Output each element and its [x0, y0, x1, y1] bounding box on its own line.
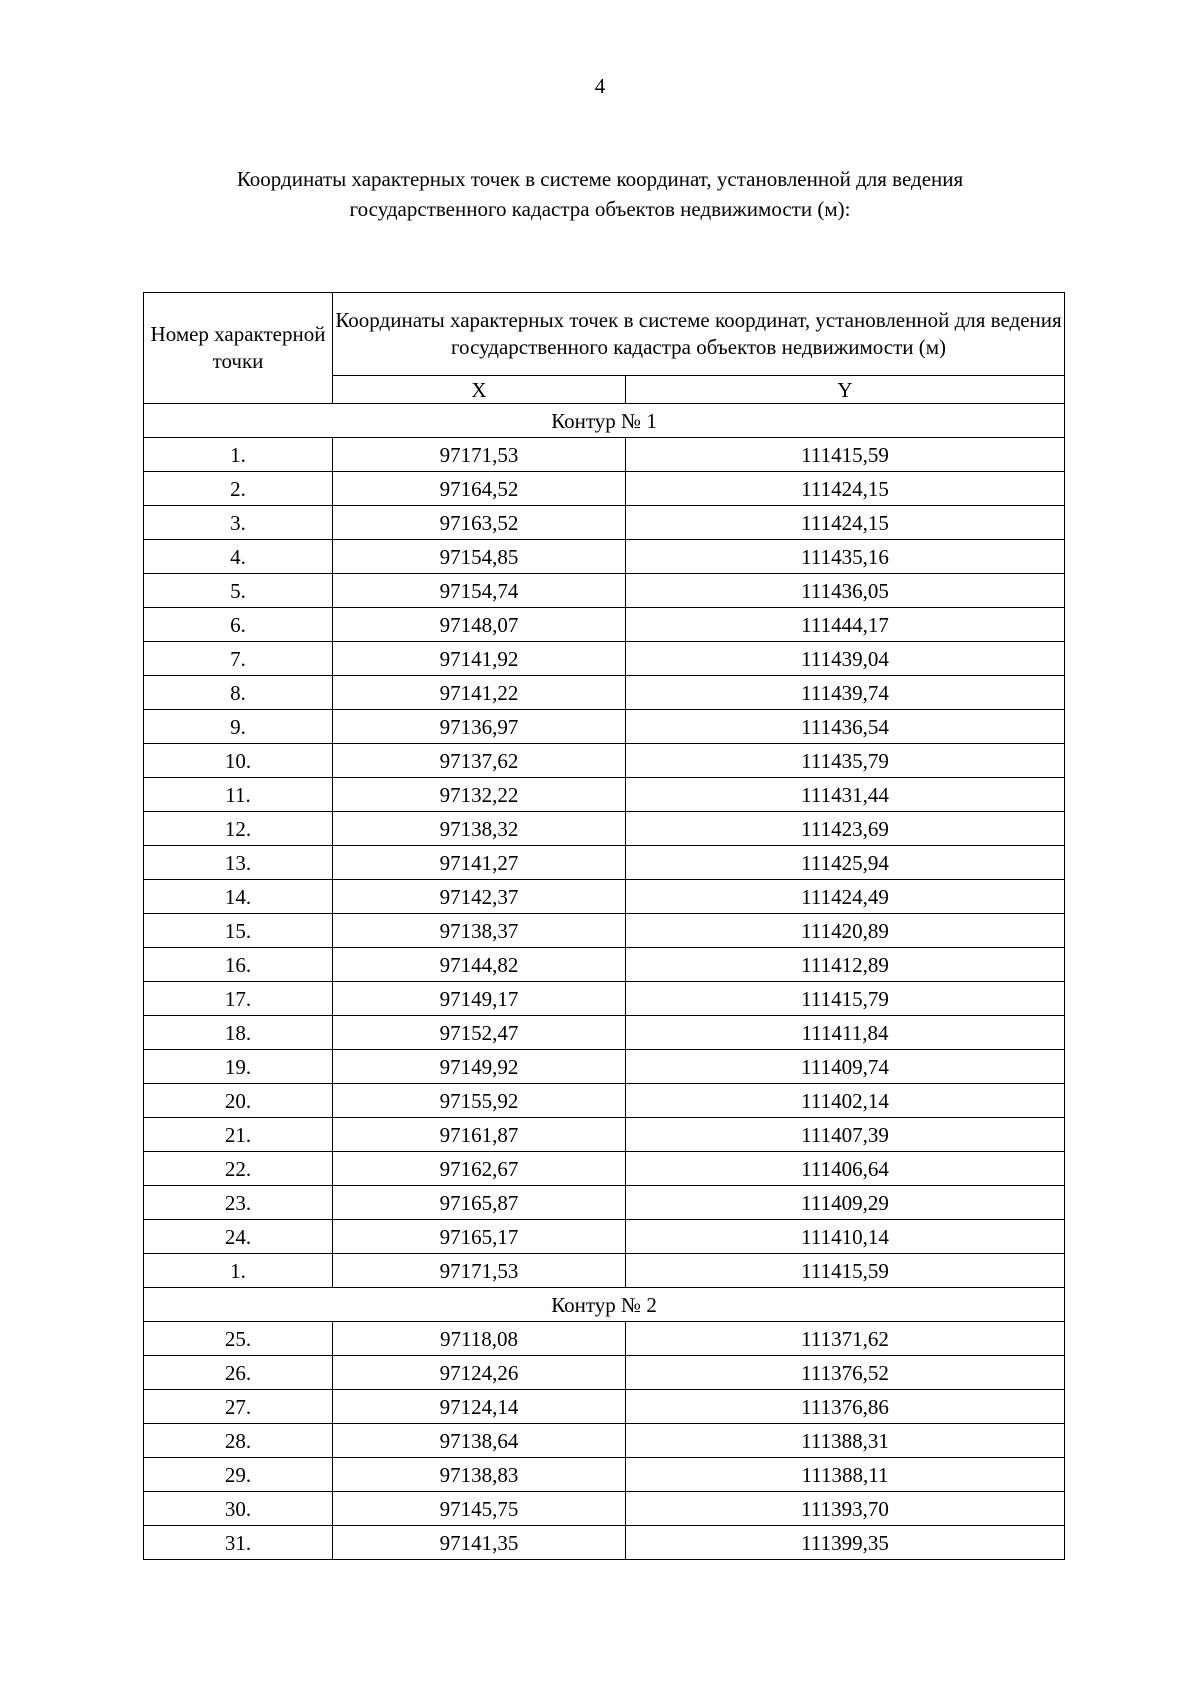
- point-number-cell: 24.: [144, 1220, 333, 1254]
- y-coordinate-cell: 111439,74: [626, 676, 1065, 710]
- point-number-cell: 23.: [144, 1186, 333, 1220]
- y-coordinate-cell: 111388,11: [626, 1458, 1065, 1492]
- y-coordinate-cell: 111393,70: [626, 1492, 1065, 1526]
- table-row: [144, 1390, 1065, 1424]
- point-number-cell: 12.: [144, 812, 333, 846]
- table-row: [144, 846, 1065, 880]
- table-row: [144, 676, 1065, 710]
- section-title: Контур № 2: [144, 1288, 1065, 1322]
- table-row: [144, 506, 1065, 540]
- y-coordinate-cell: 111402,14: [626, 1084, 1065, 1118]
- point-number-cell: 20.: [144, 1084, 333, 1118]
- section-row-contour1: [144, 404, 1065, 438]
- point-number-cell: 21.: [144, 1118, 333, 1152]
- x-coordinate-cell: 97171,53: [333, 1254, 626, 1288]
- x-coordinate-cell: 97132,22: [333, 778, 626, 812]
- table-row: [144, 880, 1065, 914]
- table-row: [144, 1424, 1065, 1458]
- point-number-cell: 1.: [144, 438, 333, 472]
- table-row: [144, 1458, 1065, 1492]
- x-coordinate-cell: 97149,92: [333, 1050, 626, 1084]
- x-coordinate-cell: 97138,32: [333, 812, 626, 846]
- page-number: 4: [594, 74, 606, 98]
- y-coordinate-cell: 111415,59: [626, 1254, 1065, 1288]
- coordinates-table: [143, 292, 1065, 1560]
- y-coordinate-cell: 111435,79: [626, 744, 1065, 778]
- table-row: [144, 710, 1065, 744]
- header-coordinates: Координаты характерных точек в системе координат, установленной для ведения государственного кадастра объектов недвижимости (м): [333, 293, 1065, 376]
- table-row: [144, 1050, 1065, 1084]
- point-number-cell: 7.: [144, 642, 333, 676]
- y-coordinate-cell: 111412,89: [626, 948, 1065, 982]
- x-coordinate-cell: 97124,14: [333, 1390, 626, 1424]
- x-coordinate-cell: 97138,83: [333, 1458, 626, 1492]
- section-row-contour2: [144, 1288, 1065, 1322]
- y-coordinate-cell: 111376,52: [626, 1356, 1065, 1390]
- table-row: [144, 642, 1065, 676]
- table-row: [144, 778, 1065, 812]
- document-heading: [150, 164, 1050, 224]
- table-row: [144, 472, 1065, 506]
- table-row: [144, 948, 1065, 982]
- x-coordinate-cell: 97141,27: [333, 846, 626, 880]
- y-coordinate-cell: 111435,16: [626, 540, 1065, 574]
- point-number-cell: 29.: [144, 1458, 333, 1492]
- point-number-cell: 15.: [144, 914, 333, 948]
- y-coordinate-cell: 111424,15: [626, 472, 1065, 506]
- table-row: [144, 1526, 1065, 1560]
- x-coordinate-cell: 97138,64: [333, 1424, 626, 1458]
- point-number-cell: 25.: [144, 1322, 333, 1356]
- point-number-cell: 9.: [144, 710, 333, 744]
- table-row: [144, 914, 1065, 948]
- x-coordinate-cell: 97161,87: [333, 1118, 626, 1152]
- x-coordinate-cell: 97124,26: [333, 1356, 626, 1390]
- point-number-cell: 26.: [144, 1356, 333, 1390]
- point-number-cell: 28.: [144, 1424, 333, 1458]
- table-row: [144, 1220, 1065, 1254]
- x-coordinate-cell: 97137,62: [333, 744, 626, 778]
- y-coordinate-cell: 111424,49: [626, 880, 1065, 914]
- y-coordinate-cell: 111431,44: [626, 778, 1065, 812]
- x-coordinate-cell: 97138,37: [333, 914, 626, 948]
- x-coordinate-cell: 97145,75: [333, 1492, 626, 1526]
- point-number-cell: 8.: [144, 676, 333, 710]
- x-coordinate-cell: 97165,17: [333, 1220, 626, 1254]
- point-number-cell: 19.: [144, 1050, 333, 1084]
- header-y: Y: [626, 376, 1065, 404]
- table-row: [144, 1118, 1065, 1152]
- x-coordinate-cell: 97149,17: [333, 982, 626, 1016]
- x-coordinate-cell: 97141,22: [333, 676, 626, 710]
- point-number-cell: 5.: [144, 574, 333, 608]
- table-row: [144, 1356, 1065, 1390]
- point-number-cell: 27.: [144, 1390, 333, 1424]
- y-coordinate-cell: 111424,15: [626, 506, 1065, 540]
- x-coordinate-cell: 97141,92: [333, 642, 626, 676]
- header-x: X: [333, 376, 626, 404]
- x-coordinate-cell: 97142,37: [333, 880, 626, 914]
- table-row: [144, 1186, 1065, 1220]
- x-coordinate-cell: 97162,67: [333, 1152, 626, 1186]
- point-number-cell: 14.: [144, 880, 333, 914]
- y-coordinate-cell: 111409,74: [626, 1050, 1065, 1084]
- y-coordinate-cell: 111376,86: [626, 1390, 1065, 1424]
- y-coordinate-cell: 111436,05: [626, 574, 1065, 608]
- y-coordinate-cell: 111411,84: [626, 1016, 1065, 1050]
- point-number-cell: 1.: [144, 1254, 333, 1288]
- point-number-cell: 11.: [144, 778, 333, 812]
- y-coordinate-cell: 111410,14: [626, 1220, 1065, 1254]
- y-coordinate-cell: 111407,39: [626, 1118, 1065, 1152]
- x-coordinate-cell: 97154,74: [333, 574, 626, 608]
- y-coordinate-cell: 111371,62: [626, 1322, 1065, 1356]
- point-number-cell: 18.: [144, 1016, 333, 1050]
- point-number-cell: 13.: [144, 846, 333, 880]
- table-row: [144, 1492, 1065, 1526]
- x-coordinate-cell: 97171,53: [333, 438, 626, 472]
- header-point-number: Номер характерной точки: [144, 293, 333, 404]
- x-coordinate-cell: 97136,97: [333, 710, 626, 744]
- table-row: [144, 1016, 1065, 1050]
- y-coordinate-cell: 111439,04: [626, 642, 1065, 676]
- y-coordinate-cell: 111415,79: [626, 982, 1065, 1016]
- x-coordinate-cell: 97155,92: [333, 1084, 626, 1118]
- y-coordinate-cell: 111425,94: [626, 846, 1065, 880]
- heading-line-2: государственного кадастра объектов недвижимости (м):: [349, 197, 851, 221]
- y-coordinate-cell: 111409,29: [626, 1186, 1065, 1220]
- x-coordinate-cell: 97144,82: [333, 948, 626, 982]
- y-coordinate-cell: 111436,54: [626, 710, 1065, 744]
- x-coordinate-cell: 97165,87: [333, 1186, 626, 1220]
- table-header: [144, 293, 1065, 404]
- table-row: [144, 608, 1065, 642]
- point-number-cell: 6.: [144, 608, 333, 642]
- point-number-cell: 3.: [144, 506, 333, 540]
- y-coordinate-cell: 111415,59: [626, 438, 1065, 472]
- y-coordinate-cell: 111406,64: [626, 1152, 1065, 1186]
- y-coordinate-cell: 111388,31: [626, 1424, 1065, 1458]
- point-number-cell: 10.: [144, 744, 333, 778]
- point-number-cell: 22.: [144, 1152, 333, 1186]
- point-number-cell: 4.: [144, 540, 333, 574]
- table-row: [144, 1152, 1065, 1186]
- point-number-cell: 31.: [144, 1526, 333, 1560]
- table-body: [144, 404, 1065, 1560]
- heading-line-1: Координаты характерных точек в системе координат, установленной для ведения: [236, 167, 964, 191]
- point-number-cell: 30.: [144, 1492, 333, 1526]
- y-coordinate-cell: 111399,35: [626, 1526, 1065, 1560]
- table-row: [144, 438, 1065, 472]
- y-coordinate-cell: 111423,69: [626, 812, 1065, 846]
- table-row: [144, 812, 1065, 846]
- y-coordinate-cell: 111444,17: [626, 608, 1065, 642]
- y-coordinate-cell: 111420,89: [626, 914, 1065, 948]
- point-number-cell: 2.: [144, 472, 333, 506]
- point-number-cell: 17.: [144, 982, 333, 1016]
- x-coordinate-cell: 97118,08: [333, 1322, 626, 1356]
- x-coordinate-cell: 97154,85: [333, 540, 626, 574]
- table-row: [144, 540, 1065, 574]
- table-row: [144, 1254, 1065, 1288]
- table-row: [144, 574, 1065, 608]
- x-coordinate-cell: 97164,52: [333, 472, 626, 506]
- x-coordinate-cell: 97152,47: [333, 1016, 626, 1050]
- table-row: [144, 744, 1065, 778]
- x-coordinate-cell: 97148,07: [333, 608, 626, 642]
- x-coordinate-cell: 97141,35: [333, 1526, 626, 1560]
- table-row: [144, 982, 1065, 1016]
- section-title: Контур № 1: [144, 404, 1065, 438]
- point-number-cell: 16.: [144, 948, 333, 982]
- x-coordinate-cell: 97163,52: [333, 506, 626, 540]
- table-row: [144, 1084, 1065, 1118]
- table-row: [144, 1322, 1065, 1356]
